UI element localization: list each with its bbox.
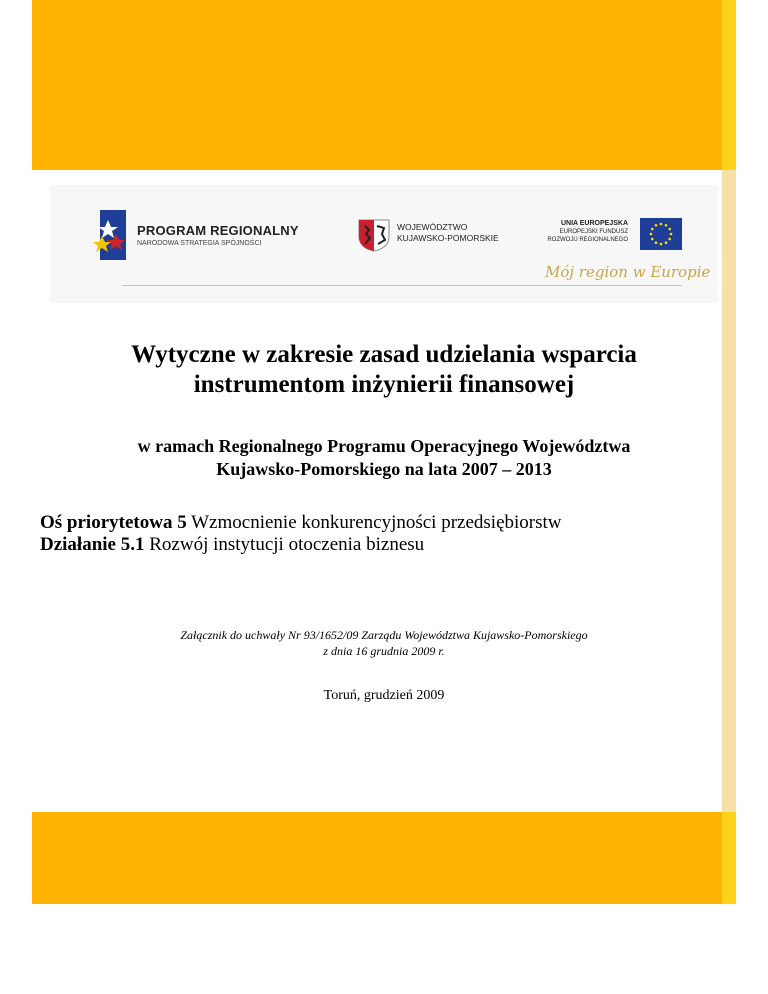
coat-of-arms-crest-icon [357,218,391,252]
annex-line-1: Załącznik do uchwały Nr 93/1652/09 Zarządu Województwa Kujawsko-Pomorskiego [180,628,588,642]
annex-note [40,627,728,659]
title-line-1: Wytyczne w zakresie zasad udzielania wsparcia [131,341,637,368]
priority-axis-text: Wzmocnienie konkurencyjności przedsiębiorstw [191,512,562,533]
right-stripe-top-accent [722,0,736,170]
annex-line-2: z dnia 16 grudnia 2009 r. [323,644,445,658]
title-line-2: instrumentom inżynierii finansowej [193,371,575,398]
program-title: PROGRAM REGIONALNY [137,223,299,238]
wojewodztwo-logo [357,218,507,252]
right-stripe-bottom-accent [722,812,736,904]
header-divider-line [122,285,682,286]
slogan-text: Mój region w Europie [545,263,711,281]
action-text: Rozwój instytucji otoczenia biznesu [149,534,425,555]
eu-text [547,220,628,244]
region-line-2: KUJAWSKO-POMORSKIE [397,233,499,243]
place-and-date: Toruń, grudzień 2009 [323,688,445,703]
subtitle-line-2: Kujawsko-Pomorskiego na lata 2007 – 2013 [216,459,552,479]
program-regionalny-stars-logo-icon [90,210,130,260]
document-title [40,340,728,400]
eu-line-1: UNIA EUROPEJSKA [560,220,628,227]
document-subtitle [40,435,728,481]
top-decorative-band [32,0,722,170]
priority-axis-block [40,512,730,556]
bottom-decorative-band [32,812,722,904]
eu-flag-icon [640,218,682,250]
eu-line-3: ROZWOJU REGIONALNEGO [547,237,628,243]
priority-axis-line [40,512,730,534]
action-label: Działanie 5.1 [40,534,145,555]
eu-line-2: EUROPEJSKI FUNDUSZ [559,229,628,235]
action-line [40,534,730,556]
eu-logo [540,218,690,252]
program-regionalny-logo [90,210,305,260]
program-subtitle: NARODOWA STRATEGIA SPÓJNOŚCI [137,240,262,247]
region-line-1: WOJEWÓDZTWO [397,222,468,232]
region-name [397,222,499,244]
subtitle-line-1: w ramach Regionalnego Programu Operacyjnego Województwa [137,436,631,456]
priority-axis-label: Oś priorytetowa 5 [40,512,187,533]
